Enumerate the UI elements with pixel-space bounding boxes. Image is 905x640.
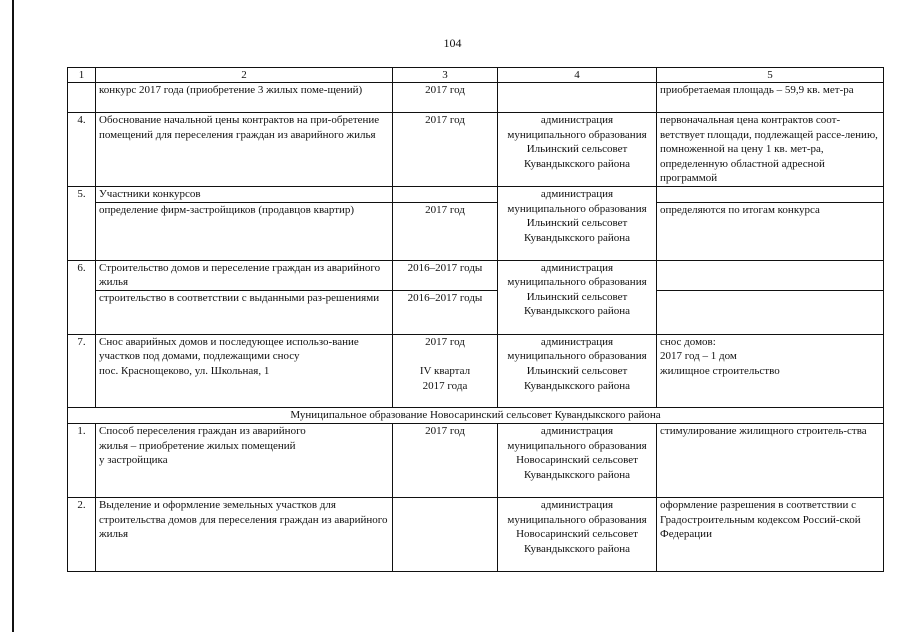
- table-row-5: [68, 186, 884, 202]
- result-cell: [657, 290, 884, 334]
- result-cell: [657, 334, 884, 364]
- deadline-cell: [393, 186, 498, 202]
- row-number-cell: 6.: [68, 260, 96, 334]
- header-cell-5: 5: [657, 68, 884, 83]
- measure-cell: конкурс 2017 года (приобретение 3 жилых поме-щений): [96, 83, 393, 113]
- deadline-cell: 2017 год: [393, 202, 498, 260]
- measure-cell: Участники конкурсов: [96, 186, 393, 202]
- row-number-cell: 2.: [68, 498, 96, 572]
- result-cell: жилищное строительство: [657, 364, 884, 408]
- header-cell-2: 2: [96, 68, 393, 83]
- measure-cell: Обоснование начальной цены контрактов на при-обретение помещений для переселения граждан из аварийного жилья: [96, 113, 393, 187]
- row-number-cell: [68, 83, 96, 113]
- table-row-7: [68, 334, 884, 364]
- result-cell: первоначальная цена контрактов соот-ветствует площади, подлежащей рассе-лению, помноженной на цену 1 кв. мет-ра, определенную областной адресной программой: [657, 113, 884, 187]
- table-row-7-sub: [68, 364, 884, 408]
- deadline-cell: 2017 год: [393, 113, 498, 187]
- table-row-5-sub: [68, 202, 884, 260]
- row-number-cell: 1.: [68, 424, 96, 498]
- measure-line: жилья – приобретение жилых помещений: [99, 439, 296, 452]
- row-number-cell: 7.: [68, 334, 96, 364]
- table-row-6: [68, 260, 884, 290]
- program-table: [67, 67, 884, 572]
- measure-cell: определение фирм-застройщиков (продавцов квартир): [96, 202, 393, 260]
- table-row-4: [68, 113, 884, 187]
- section-table-row-1: [68, 424, 884, 498]
- measure-cell: Выделение и оформление земельных участков для строительства домов для переселения граждан из аварийного жилья: [96, 498, 393, 572]
- measure-cell: пос. Краснощеково, ул. Школьная, 1: [96, 364, 393, 408]
- result-line: 2017 год – 1 дом: [660, 350, 737, 363]
- result-cell: оформление разрешения в соответствии с Градостроительным кодексом Россий-ской Федерации: [657, 498, 884, 572]
- responsible-cell: администрация муниципального образования Ильинский сельсовет Кувандыкского района: [498, 113, 657, 187]
- responsible-cell: администрация муниципального образования Новосаринский сельсовет Кувандыкского района: [498, 424, 657, 498]
- row-number-cell: 4.: [68, 113, 96, 187]
- result-cell: [657, 186, 884, 202]
- deadline-cell: 2016–2017 годы: [393, 260, 498, 290]
- section-table-row-2: [68, 498, 884, 572]
- measure-cell: строительство в соответствии с выданными раз-решениями: [96, 290, 393, 334]
- deadline-cell: 2017 год: [393, 83, 498, 113]
- deadline-cell: 2016–2017 годы: [393, 290, 498, 334]
- deadline-line: IV квартал: [419, 364, 471, 377]
- responsible-cell: администрация муниципального образования Ильинский сельсовет Кувандыкского района: [498, 186, 657, 260]
- section-header-row: [68, 408, 884, 424]
- page-number: 104: [443, 36, 462, 50]
- measure-line: у застройщика: [99, 454, 168, 467]
- responsible-cell: администрация муниципального образования Новосаринский сельсовет Кувандыкского района: [498, 498, 657, 572]
- header-cell-3: 3: [393, 68, 498, 83]
- page-binding-edge: [12, 0, 14, 632]
- deadline-cell: 2017 год: [393, 334, 498, 364]
- header-cell-4: 4: [498, 68, 657, 83]
- deadline-line: 2017 года: [422, 379, 468, 392]
- measure-cell: [96, 424, 393, 498]
- deadline-cell: 2017 год: [393, 424, 498, 498]
- row-number-cell: 5.: [68, 186, 96, 260]
- row-number-cell: [68, 364, 96, 408]
- measure-cell: Снос аварийных домов и последующее использо-вание участков под домами, подлежащими сносу: [96, 334, 393, 364]
- table-row-continued: [68, 83, 884, 113]
- result-cell: стимулирование жилищного строитель-ства: [657, 424, 884, 498]
- responsible-cell: [498, 83, 657, 113]
- section-title: Муниципальное образование Новосаринский сельсовет Кувандыкского района: [68, 408, 884, 424]
- deadline-cell: [393, 498, 498, 572]
- table-row-6-sub: [68, 290, 884, 334]
- deadline-cell: [393, 364, 498, 408]
- measure-cell: Строительство домов и переселение граждан из аварийного жилья: [96, 260, 393, 290]
- responsible-cell: администрация муниципального образования Ильинский сельсовет Кувандыкского района: [498, 260, 657, 334]
- responsible-cell: администрация муниципального образования Ильинский сельсовет Кувандыкского района: [498, 334, 657, 408]
- result-line: снос домов:: [660, 335, 716, 348]
- table-header-row: [68, 68, 884, 83]
- measure-line: Способ переселения граждан из аварийного: [99, 425, 306, 438]
- result-cell: определяются по итогам конкурса: [657, 202, 884, 260]
- header-cell-1: 1: [68, 68, 96, 83]
- result-cell: приобретаемая площадь – 59,9 кв. мет-ра: [657, 83, 884, 113]
- result-cell: [657, 260, 884, 290]
